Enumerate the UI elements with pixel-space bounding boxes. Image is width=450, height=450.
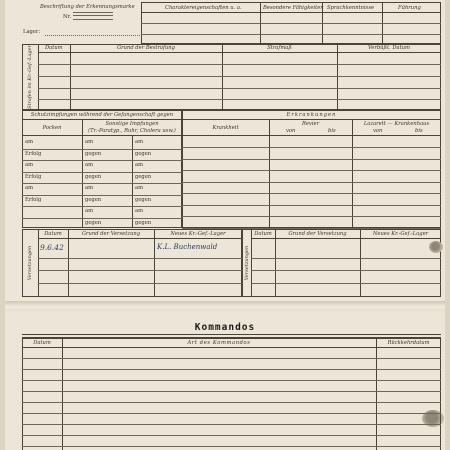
schutz-row-line	[22, 183, 182, 184]
krankheit-label: Krankheit	[212, 125, 239, 131]
schutz-cell-mid: am	[85, 185, 94, 191]
schutz-cell-left: am	[25, 162, 34, 168]
schutz-header-line	[22, 119, 182, 120]
versetzungen-right-col-2	[360, 229, 361, 297]
record-card	[5, 0, 445, 450]
strafen-datum-label: Datum	[45, 45, 63, 51]
versetzungen-left-row-2	[38, 270, 242, 271]
lazarett-bis-label: bis	[415, 128, 423, 134]
sonstige-label: Sonstige Impfungen	[105, 121, 159, 127]
schutz-cell-mid: gegen	[85, 173, 102, 180]
top-row-line-2	[141, 34, 441, 35]
versetzungen-left-col-1	[68, 229, 69, 297]
schutz-row-line	[22, 195, 182, 196]
nr-label: Nr.	[63, 14, 72, 20]
schutz-row-line	[22, 160, 182, 161]
schutz-cell-mid: am	[85, 208, 94, 214]
revier-label: Revier	[301, 121, 320, 127]
erkrankungen-row-line	[182, 216, 441, 217]
kommandos-row-line	[22, 446, 441, 447]
paper-fold	[5, 301, 445, 311]
versetzungen-left-datum-label: Datum	[44, 231, 62, 237]
nr-line-3	[73, 19, 113, 20]
strafen-row-1	[38, 64, 441, 65]
erkrankungen-row-line	[182, 182, 441, 183]
strafen-side-label: Strafen im Kr.-Gef.-Lager	[27, 45, 33, 109]
erkrankungen-subheader-line	[182, 135, 441, 136]
erkrankungen-row-line	[182, 147, 441, 148]
versetzungen-right-row-2	[251, 270, 441, 271]
strafen-row-2	[38, 76, 441, 77]
strafen-col-1	[70, 44, 71, 110]
versetzungen-left-row-3	[38, 283, 242, 284]
kommandos-title: Kommandos	[194, 322, 256, 333]
schutz-cell-right: gegen	[135, 173, 152, 180]
sonstige-sub-label: (Tr.-Paratyp., Ruhr, Cholera usw.)	[88, 128, 176, 134]
versetzungen-left-lager-label: Neues Kr.-Gef.-Lager	[170, 231, 226, 237]
erkrankungen-row-line	[182, 159, 441, 160]
strafen-header-line	[38, 52, 441, 53]
strafen-row-3	[38, 88, 441, 89]
kommandos-row-line	[22, 358, 441, 359]
schutz-cell-mid: am	[85, 139, 94, 145]
versetzungen-right-datum-label: Datum	[254, 231, 272, 237]
erkrankungen-header-line	[182, 119, 441, 120]
strafen-col-3	[337, 44, 338, 110]
versetzungen-right-header-line	[251, 238, 441, 239]
versetzungen-table-left	[22, 229, 242, 297]
kommandos-row-line	[22, 380, 441, 381]
strafen-col-side	[38, 44, 39, 110]
kommandos-col-1	[62, 338, 63, 450]
sprachkenntnisse-label: Sprachkenntnisse	[327, 5, 375, 11]
kommandos-art-label: Art des Kommandos	[187, 340, 251, 346]
pocken-label: Pocken	[42, 125, 62, 131]
schutz-cell-right: am	[135, 185, 144, 191]
nr-line-2	[73, 15, 113, 16]
erkrankungen-row-line	[182, 170, 441, 171]
lager-line	[45, 35, 140, 36]
kommandos-row-line	[22, 369, 441, 370]
schutz-cell-right: gegen	[135, 196, 152, 203]
versetzungen-right-side-label: Versetzungen	[244, 245, 250, 281]
revier-von-label: von	[286, 128, 296, 134]
schutz-row-line	[22, 172, 182, 173]
schutz-cell-left: Erfolg	[25, 196, 42, 203]
kommandos-row-line	[22, 391, 441, 392]
fuehrung-label: Führung	[398, 5, 421, 11]
top-header-line	[141, 12, 441, 13]
strafen-row-4	[38, 99, 441, 100]
lazarett-von-label: von	[373, 128, 383, 134]
strafmass-label: Strafmaß	[267, 45, 292, 51]
kommandos-header-line	[22, 347, 441, 348]
versetzungen-left-row-1	[38, 258, 242, 259]
versetzungen-right-col-1	[275, 229, 276, 297]
schutz-cell-left: am	[25, 185, 34, 191]
versetzungen-right-lager-label: Neues Kr.-Gef.-Lager	[372, 231, 429, 237]
kommandos-row-line	[22, 424, 441, 425]
schutz-cell-left: Erfolg	[25, 150, 42, 157]
kommandos-table	[22, 338, 441, 450]
kommandos-rueckkehr-label: Rückkehrdatum	[387, 340, 430, 346]
schutz-cell-mid: gegen	[85, 219, 102, 226]
versetzungen-left-grund-label: Grund der Versetzung	[81, 231, 141, 237]
revier-bis-label: bis	[328, 128, 336, 134]
strafen-table	[22, 44, 441, 110]
kommandos-row-line	[22, 435, 441, 436]
versetzungen-left-side-col	[38, 229, 39, 297]
kommandos-row-line	[22, 402, 441, 403]
nr-line-1	[73, 12, 113, 13]
versetzungen-left-header-line	[38, 238, 242, 239]
kommandos-datum-label: Datum	[33, 340, 51, 346]
schutz-cell-right: am	[135, 208, 144, 214]
versetzungen-right-row-3	[251, 283, 441, 284]
schutz-cell-right: am	[135, 162, 144, 168]
schutz-subheader-line	[22, 135, 182, 136]
punch-hole-upper	[429, 241, 443, 253]
versetzungen-right-row-1	[251, 258, 441, 259]
erkrankungen-row-line	[182, 193, 441, 194]
schutz-cell-right: gegen	[135, 219, 152, 226]
kommandos-row-line	[22, 413, 441, 414]
schutz-cell-mid: am	[85, 162, 94, 168]
schutz-cell-left: Erfolg	[25, 173, 42, 180]
schutz-row-line	[22, 218, 182, 219]
erkrankungen-row-line	[182, 205, 441, 206]
schutz-cell-right: am	[135, 139, 144, 145]
top-row-line-1	[141, 23, 441, 24]
lager-label: Lager:	[23, 29, 41, 35]
erkrankungen-header: Erkrankungen	[286, 112, 337, 118]
strafen-grund-label: Grund der Bestrafung	[117, 45, 175, 51]
schutz-cell-mid: gegen	[85, 196, 102, 203]
beschriftung-label: Beschriftung der Erkennungsmarke	[40, 4, 135, 10]
versetzungen-left-side-label: Versetzungen	[27, 245, 33, 281]
kommandos-col-2	[376, 338, 377, 450]
versetzung-entry-datum: 9.6.42	[40, 243, 64, 252]
versetzungen-left-col-2	[154, 229, 155, 297]
schutz-row-line	[22, 206, 182, 207]
lazarett-label: Lazarett — Krankenhaus	[363, 121, 430, 127]
schutz-cell-mid: gegen	[85, 150, 102, 157]
schutz-cell-left: am	[25, 139, 34, 145]
schutz-header: Schutzimpfungen während der Gefangenschaft gegen	[30, 112, 174, 118]
versetzung-entry-lager: K.L. Buchenwald	[157, 243, 218, 251]
verbuesst-label: Verbüßt. Datum	[368, 45, 410, 51]
strafen-col-2	[222, 44, 223, 110]
schutz-cell-right: gegen	[135, 150, 152, 157]
versetzungen-right-side-col	[251, 229, 252, 297]
versetzungen-table-right	[242, 229, 441, 297]
faehigkeiten-label: Besondere Fähigkeiten	[263, 5, 324, 11]
charakter-label: Charaktereigenschaften u. a.	[165, 5, 242, 11]
schutz-row-line	[22, 149, 182, 150]
versetzungen-right-grund-label: Grund der Versetzung	[288, 231, 347, 237]
